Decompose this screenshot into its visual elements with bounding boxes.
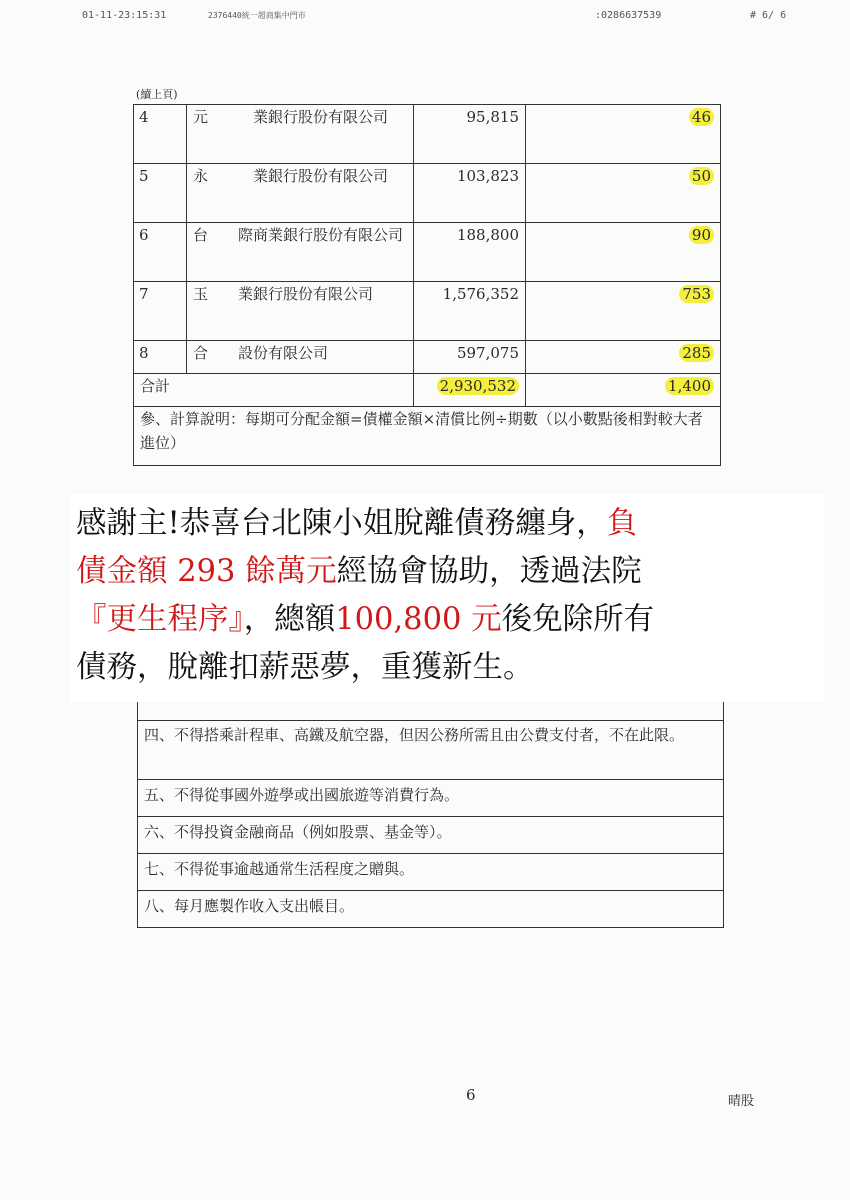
overlay-text: 感謝主!恭喜台北陳小姐脫離債務纏身， (76, 506, 607, 541)
continued-label: (續上頁) (136, 88, 178, 101)
row-no: 4 (134, 105, 187, 164)
installment-amount: 90 (689, 226, 714, 244)
overlay-text: 債務，脫離扣薪惡夢，重獲新生。 (76, 650, 534, 685)
overlay-text: 後免除所有 (501, 602, 655, 637)
installment-amount: 753 (679, 285, 714, 303)
fax-header (60, 10, 820, 26)
calc-note-row (134, 407, 721, 466)
claim-amount: 188,800 (414, 223, 526, 282)
fax-sender: 2376440統一超商集中門市 (208, 11, 306, 20)
fax-timestamp: 01-11-23:15:31 (82, 10, 167, 21)
table-row (138, 817, 724, 854)
creditor-name: 合 設份有限公司 (187, 341, 414, 374)
table-row (134, 223, 721, 282)
testimonial-overlay (70, 494, 824, 702)
row-no: 5 (134, 164, 187, 223)
table-row (134, 341, 721, 374)
installment-amount: 285 (679, 344, 714, 362)
total-installment: 1,400 (665, 377, 714, 395)
overlay-red-text: 『更生程序』 (76, 602, 244, 637)
restriction-table (137, 702, 724, 928)
total-amount: 2,930,532 (437, 377, 519, 395)
creditor-name: 永 業銀行股份有限公司 (187, 164, 414, 223)
rule-item: 五、不得從事國外遊學或出國旅遊等消費行為。 (138, 780, 724, 817)
row-no: 7 (134, 282, 187, 341)
claim-amount: 103,823 (414, 164, 526, 223)
rule-item (138, 702, 724, 721)
installment-amount: 46 (689, 108, 714, 126)
overlay-line-2 (76, 552, 642, 592)
table-row (138, 891, 724, 928)
overlay-text: 經協會協助，透過法院 (336, 554, 642, 589)
fax-page: # 6/ 6 (750, 10, 787, 21)
total-row (134, 374, 721, 407)
claim-amount: 1,576,352 (414, 282, 526, 341)
overlay-red-text: 負 (606, 506, 638, 541)
calc-note: 參、計算說明：每期可分配金額=債權金額×清償比例÷期數（以小數點後相對較大者進位） (134, 407, 721, 466)
table-row (134, 164, 721, 223)
rule-item: 六、不得投資金融商品（例如股票、基金等）。 (138, 817, 724, 854)
creditor-name: 玉 業銀行股份有限公司 (187, 282, 414, 341)
table-row (134, 282, 721, 341)
overlay-red-text: 債金額 293 餘萬元 (76, 554, 337, 589)
rule-item: 七、不得從事逾越通常生活程度之贈與。 (138, 854, 724, 891)
table-row (134, 105, 721, 164)
table-row (138, 702, 724, 721)
total-label: 合計 (134, 374, 414, 407)
court-division-seal: 晴股 (728, 1094, 755, 1109)
rule-item: 八、每月應製作收入支出帳目。 (138, 891, 724, 928)
claim-amount: 95,815 (414, 105, 526, 164)
row-no: 8 (134, 341, 187, 374)
rule-item: 四、不得搭乘計程車、高鐵及航空器，但因公務所需且由公費支付者，不在此限。 (138, 721, 724, 780)
overlay-line-1 (76, 504, 637, 544)
page-number: 6 (466, 1086, 476, 1104)
overlay-text: ，總額 (243, 602, 336, 637)
table-row (138, 854, 724, 891)
table-row (138, 780, 724, 817)
creditor-table (133, 104, 721, 466)
creditor-name: 元 業銀行股份有限公司 (187, 105, 414, 164)
overlay-line-3 (76, 600, 654, 640)
row-no: 6 (134, 223, 187, 282)
creditor-name: 台 際商業銀行股份有限公司 (187, 223, 414, 282)
installment-amount: 50 (689, 167, 714, 185)
overlay-red-text: 100,800 元 (335, 602, 502, 637)
fax-number: :0286637539 (595, 10, 662, 21)
claim-amount: 597,075 (414, 341, 526, 374)
overlay-line-4 (76, 648, 534, 688)
table-row (138, 721, 724, 780)
